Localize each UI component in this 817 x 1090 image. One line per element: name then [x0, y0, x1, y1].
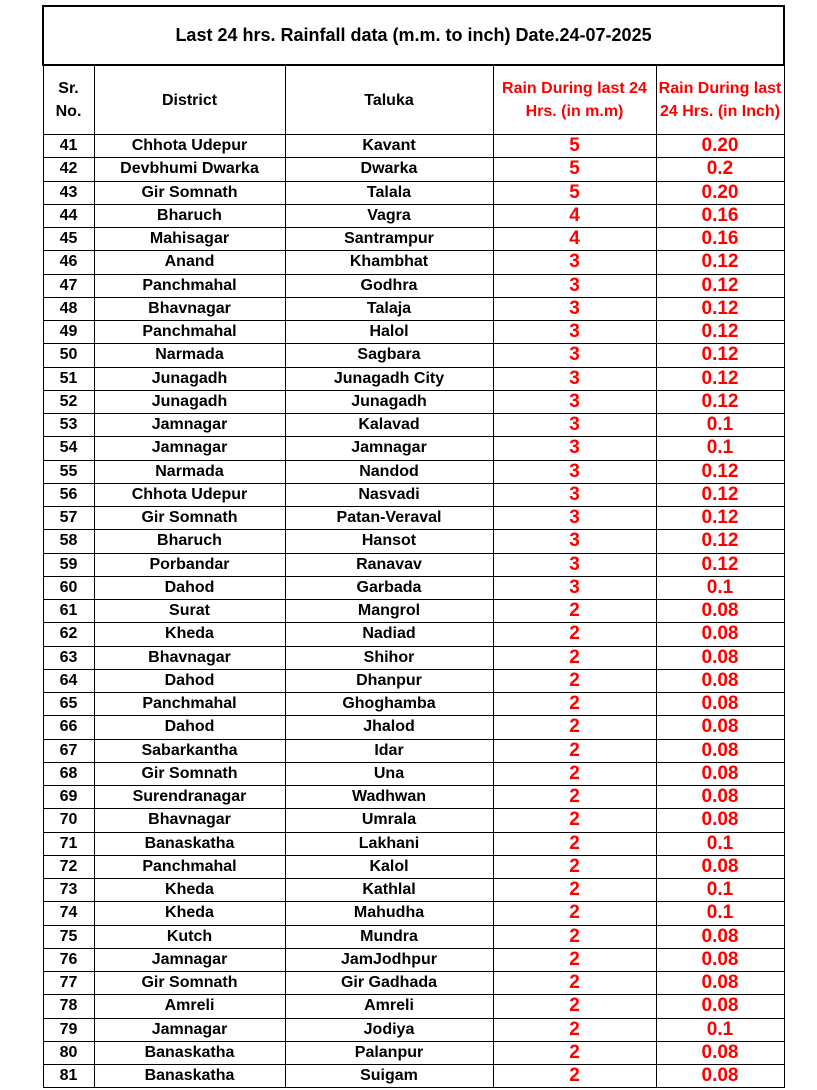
rain-mm-cell: 2 [493, 1041, 656, 1064]
rain-mm-cell: 3 [493, 321, 656, 344]
district-cell: Narmada [94, 344, 285, 367]
rain-inch-cell: 0.08 [656, 716, 784, 739]
taluka-cell: Junagadh [285, 390, 493, 413]
taluka-cell: Nandod [285, 460, 493, 483]
sr-no-cell: 50 [43, 344, 94, 367]
table-row [43, 600, 784, 623]
rain-mm-cell: 3 [493, 367, 656, 390]
district-cell: Banaskatha [94, 1065, 285, 1088]
rain-inch-cell: 0.08 [656, 739, 784, 762]
rain-mm-cell: 3 [493, 507, 656, 530]
table-row [43, 204, 784, 227]
sr-no-cell: 62 [43, 623, 94, 646]
rain-mm-cell: 2 [493, 948, 656, 971]
table-row [43, 251, 784, 274]
header-sr-no: Sr. No. [43, 65, 94, 135]
table-row [43, 437, 784, 460]
district-cell: Jamnagar [94, 437, 285, 460]
rain-mm-cell: 3 [493, 437, 656, 460]
sr-no-cell: 65 [43, 693, 94, 716]
table-row [43, 809, 784, 832]
sr-no-cell: 79 [43, 1018, 94, 1041]
taluka-cell: Una [285, 762, 493, 785]
sr-no-cell: 55 [43, 460, 94, 483]
rain-inch-cell: 0.12 [656, 460, 784, 483]
taluka-cell: Khambhat [285, 251, 493, 274]
taluka-cell: Idar [285, 739, 493, 762]
rain-inch-cell: 0.08 [656, 623, 784, 646]
rain-inch-cell: 0.1 [656, 576, 784, 599]
table-row [43, 553, 784, 576]
rain-inch-cell: 0.16 [656, 228, 784, 251]
rain-inch-cell: 0.1 [656, 1018, 784, 1041]
taluka-cell: Garbada [285, 576, 493, 599]
rain-mm-cell: 2 [493, 716, 656, 739]
table-row [43, 181, 784, 204]
rain-mm-cell: 3 [493, 530, 656, 553]
table-row [43, 1065, 784, 1088]
district-cell: Banaskatha [94, 832, 285, 855]
rain-mm-cell: 2 [493, 1065, 656, 1088]
page-title: Last 24 hrs. Rainfall data (m.m. to inch) Date.24-07-2025 [43, 6, 784, 65]
rain-inch-cell: 0.12 [656, 530, 784, 553]
rain-inch-cell: 0.12 [656, 344, 784, 367]
rain-inch-cell: 0.08 [656, 995, 784, 1018]
table-row [43, 460, 784, 483]
table-row [43, 1018, 784, 1041]
sr-no-cell: 61 [43, 600, 94, 623]
district-cell: Jamnagar [94, 1018, 285, 1041]
district-cell: Panchmahal [94, 855, 285, 878]
taluka-cell: Shihor [285, 646, 493, 669]
rain-inch-cell: 0.2 [656, 158, 784, 181]
district-cell: Kutch [94, 925, 285, 948]
rain-mm-cell: 2 [493, 995, 656, 1018]
taluka-cell: Mundra [285, 925, 493, 948]
district-cell: Kheda [94, 879, 285, 902]
sr-no-cell: 76 [43, 948, 94, 971]
taluka-cell: Ghoghamba [285, 693, 493, 716]
district-cell: Panchmahal [94, 274, 285, 297]
taluka-cell: Jamnagar [285, 437, 493, 460]
table-row [43, 716, 784, 739]
rain-inch-cell: 0.1 [656, 902, 784, 925]
district-cell: Panchmahal [94, 321, 285, 344]
sr-no-cell: 57 [43, 507, 94, 530]
table-row [43, 832, 784, 855]
taluka-cell: Godhra [285, 274, 493, 297]
district-cell: Bharuch [94, 530, 285, 553]
sr-no-cell: 75 [43, 925, 94, 948]
taluka-cell: Kalavad [285, 414, 493, 437]
rain-mm-cell: 4 [493, 228, 656, 251]
rain-inch-cell: 0.12 [656, 483, 784, 506]
sr-no-cell: 54 [43, 437, 94, 460]
district-cell: Chhota Udepur [94, 135, 285, 158]
district-cell: Narmada [94, 460, 285, 483]
taluka-cell: JamJodhpur [285, 948, 493, 971]
rain-inch-cell: 0.12 [656, 297, 784, 320]
district-cell: Dahod [94, 576, 285, 599]
district-cell: Bhavnagar [94, 809, 285, 832]
table-row [43, 530, 784, 553]
rain-mm-cell: 2 [493, 832, 656, 855]
taluka-cell: Jhalod [285, 716, 493, 739]
taluka-cell: Kavant [285, 135, 493, 158]
rain-mm-cell: 3 [493, 344, 656, 367]
sr-no-cell: 66 [43, 716, 94, 739]
rain-mm-cell: 2 [493, 855, 656, 878]
rain-inch-cell: 0.08 [656, 948, 784, 971]
district-cell: Sabarkantha [94, 739, 285, 762]
district-cell: Jamnagar [94, 414, 285, 437]
rain-inch-cell: 0.12 [656, 553, 784, 576]
district-cell: Bharuch [94, 204, 285, 227]
table-row [43, 693, 784, 716]
district-cell: Chhota Udepur [94, 483, 285, 506]
sr-no-cell: 77 [43, 972, 94, 995]
table-body [43, 135, 784, 1088]
district-cell: Dahod [94, 716, 285, 739]
table-row [43, 297, 784, 320]
sr-no-cell: 56 [43, 483, 94, 506]
rain-mm-cell: 2 [493, 809, 656, 832]
sr-no-cell: 58 [43, 530, 94, 553]
table-row [43, 948, 784, 971]
table-row [43, 786, 784, 809]
rain-mm-cell: 2 [493, 1018, 656, 1041]
table-row [43, 274, 784, 297]
table-row [43, 367, 784, 390]
taluka-cell: Lakhani [285, 832, 493, 855]
taluka-cell: Vagra [285, 204, 493, 227]
district-cell: Jamnagar [94, 948, 285, 971]
taluka-cell: Ranavav [285, 553, 493, 576]
table-row [43, 135, 784, 158]
sr-no-cell: 44 [43, 204, 94, 227]
sr-no-cell: 42 [43, 158, 94, 181]
taluka-cell: Dhanpur [285, 669, 493, 692]
rain-inch-cell: 0.20 [656, 181, 784, 204]
taluka-cell: Nasvadi [285, 483, 493, 506]
table-row [43, 344, 784, 367]
rain-mm-cell: 2 [493, 972, 656, 995]
header-taluka: Taluka [285, 65, 493, 135]
taluka-cell: Hansot [285, 530, 493, 553]
rain-inch-cell: 0.12 [656, 390, 784, 413]
rain-inch-cell: 0.1 [656, 832, 784, 855]
rain-inch-cell: 0.08 [656, 1065, 784, 1088]
taluka-cell: Mangrol [285, 600, 493, 623]
table-row [43, 902, 784, 925]
taluka-cell: Umrala [285, 809, 493, 832]
rain-inch-cell: 0.1 [656, 437, 784, 460]
table-row [43, 995, 784, 1018]
rain-mm-cell: 2 [493, 879, 656, 902]
district-cell: Gir Somnath [94, 507, 285, 530]
rain-mm-cell: 3 [493, 274, 656, 297]
rain-mm-cell: 2 [493, 739, 656, 762]
rain-mm-cell: 2 [493, 762, 656, 785]
taluka-cell: Jodiya [285, 1018, 493, 1041]
rain-mm-cell: 3 [493, 390, 656, 413]
rain-inch-cell: 0.16 [656, 204, 784, 227]
table-row [43, 1041, 784, 1064]
rain-inch-cell: 0.08 [656, 762, 784, 785]
district-cell: Amreli [94, 995, 285, 1018]
sr-no-cell: 47 [43, 274, 94, 297]
sr-no-cell: 48 [43, 297, 94, 320]
rain-mm-cell: 4 [493, 204, 656, 227]
sr-no-cell: 71 [43, 832, 94, 855]
header-district: District [94, 65, 285, 135]
taluka-cell: Gir Gadhada [285, 972, 493, 995]
rain-inch-cell: 0.1 [656, 414, 784, 437]
table-row [43, 623, 784, 646]
district-cell: Gir Somnath [94, 762, 285, 785]
header-rain-inch: Rain During last 24 Hrs. (in Inch) [656, 65, 784, 135]
taluka-cell: Kathlal [285, 879, 493, 902]
sr-no-cell: 74 [43, 902, 94, 925]
rain-mm-cell: 3 [493, 553, 656, 576]
rain-mm-cell: 5 [493, 158, 656, 181]
sr-no-cell: 46 [43, 251, 94, 274]
sr-no-cell: 67 [43, 739, 94, 762]
table-row [43, 576, 784, 599]
table-row [43, 158, 784, 181]
sr-no-cell: 52 [43, 390, 94, 413]
district-cell: Panchmahal [94, 693, 285, 716]
taluka-cell: Mahudha [285, 902, 493, 925]
rain-mm-cell: 3 [493, 460, 656, 483]
rain-mm-cell: 2 [493, 925, 656, 948]
taluka-cell: Suigam [285, 1065, 493, 1088]
rain-mm-cell: 3 [493, 414, 656, 437]
rainfall-table [42, 5, 785, 1088]
district-cell: Bhavnagar [94, 646, 285, 669]
sr-no-cell: 70 [43, 809, 94, 832]
sr-no-cell: 78 [43, 995, 94, 1018]
district-cell: Gir Somnath [94, 181, 285, 204]
rain-inch-cell: 0.12 [656, 251, 784, 274]
rain-inch-cell: 0.08 [656, 786, 784, 809]
table-row [43, 972, 784, 995]
rain-inch-cell: 0.08 [656, 925, 784, 948]
sr-no-cell: 43 [43, 181, 94, 204]
table-row [43, 925, 784, 948]
district-cell: Dahod [94, 669, 285, 692]
rain-inch-cell: 0.08 [656, 693, 784, 716]
taluka-cell: Santrampur [285, 228, 493, 251]
rain-mm-cell: 2 [493, 669, 656, 692]
taluka-cell: Nadiad [285, 623, 493, 646]
rain-inch-cell: 0.08 [656, 600, 784, 623]
rain-mm-cell: 5 [493, 181, 656, 204]
sr-no-cell: 63 [43, 646, 94, 669]
district-cell: Gir Somnath [94, 972, 285, 995]
table-row [43, 414, 784, 437]
sr-no-cell: 68 [43, 762, 94, 785]
rain-mm-cell: 3 [493, 576, 656, 599]
taluka-cell: Dwarka [285, 158, 493, 181]
rain-inch-cell: 0.12 [656, 274, 784, 297]
rain-mm-cell: 2 [493, 902, 656, 925]
sr-no-cell: 49 [43, 321, 94, 344]
rain-mm-cell: 2 [493, 600, 656, 623]
table-row [43, 669, 784, 692]
district-cell: Banaskatha [94, 1041, 285, 1064]
taluka-cell: Talaja [285, 297, 493, 320]
sr-no-cell: 41 [43, 135, 94, 158]
table-row [43, 855, 784, 878]
table-row [43, 762, 784, 785]
taluka-cell: Kalol [285, 855, 493, 878]
table-row [43, 646, 784, 669]
table-row [43, 739, 784, 762]
table-row [43, 390, 784, 413]
table-row [43, 879, 784, 902]
taluka-cell: Patan-Veraval [285, 507, 493, 530]
district-cell: Anand [94, 251, 285, 274]
rain-mm-cell: 3 [493, 297, 656, 320]
table-row [43, 228, 784, 251]
taluka-cell: Sagbara [285, 344, 493, 367]
rain-inch-cell: 0.08 [656, 669, 784, 692]
taluka-cell: Palanpur [285, 1041, 493, 1064]
rain-mm-cell: 2 [493, 623, 656, 646]
sr-no-cell: 51 [43, 367, 94, 390]
district-cell: Kheda [94, 902, 285, 925]
rain-inch-cell: 0.08 [656, 809, 784, 832]
rain-inch-cell: 0.12 [656, 367, 784, 390]
rain-inch-cell: 0.1 [656, 879, 784, 902]
taluka-cell: Halol [285, 321, 493, 344]
sr-no-cell: 73 [43, 879, 94, 902]
rain-mm-cell: 3 [493, 251, 656, 274]
taluka-cell: Junagadh City [285, 367, 493, 390]
sr-no-cell: 64 [43, 669, 94, 692]
sr-no-cell: 69 [43, 786, 94, 809]
rain-mm-cell: 2 [493, 693, 656, 716]
district-cell: Mahisagar [94, 228, 285, 251]
header-rain-mm: Rain During last 24 Hrs. (in m.m) [493, 65, 656, 135]
rain-inch-cell: 0.08 [656, 646, 784, 669]
rain-mm-cell: 2 [493, 646, 656, 669]
taluka-cell: Wadhwan [285, 786, 493, 809]
table-row [43, 321, 784, 344]
rain-inch-cell: 0.08 [656, 855, 784, 878]
rain-inch-cell: 0.12 [656, 507, 784, 530]
district-cell: Kheda [94, 623, 285, 646]
sr-no-cell: 53 [43, 414, 94, 437]
rain-mm-cell: 3 [493, 483, 656, 506]
district-cell: Bhavnagar [94, 297, 285, 320]
district-cell: Porbandar [94, 553, 285, 576]
rain-inch-cell: 0.12 [656, 321, 784, 344]
district-cell: Junagadh [94, 367, 285, 390]
table-row [43, 507, 784, 530]
district-cell: Junagadh [94, 390, 285, 413]
district-cell: Devbhumi Dwarka [94, 158, 285, 181]
taluka-cell: Amreli [285, 995, 493, 1018]
rain-inch-cell: 0.20 [656, 135, 784, 158]
sr-no-cell: 81 [43, 1065, 94, 1088]
sr-no-cell: 60 [43, 576, 94, 599]
rain-mm-cell: 2 [493, 786, 656, 809]
rain-inch-cell: 0.08 [656, 1041, 784, 1064]
table-row [43, 483, 784, 506]
district-cell: Surendranagar [94, 786, 285, 809]
rain-mm-cell: 5 [493, 135, 656, 158]
sr-no-cell: 72 [43, 855, 94, 878]
rain-inch-cell: 0.08 [656, 972, 784, 995]
district-cell: Surat [94, 600, 285, 623]
taluka-cell: Talala [285, 181, 493, 204]
sr-no-cell: 59 [43, 553, 94, 576]
sr-no-cell: 45 [43, 228, 94, 251]
sr-no-cell: 80 [43, 1041, 94, 1064]
